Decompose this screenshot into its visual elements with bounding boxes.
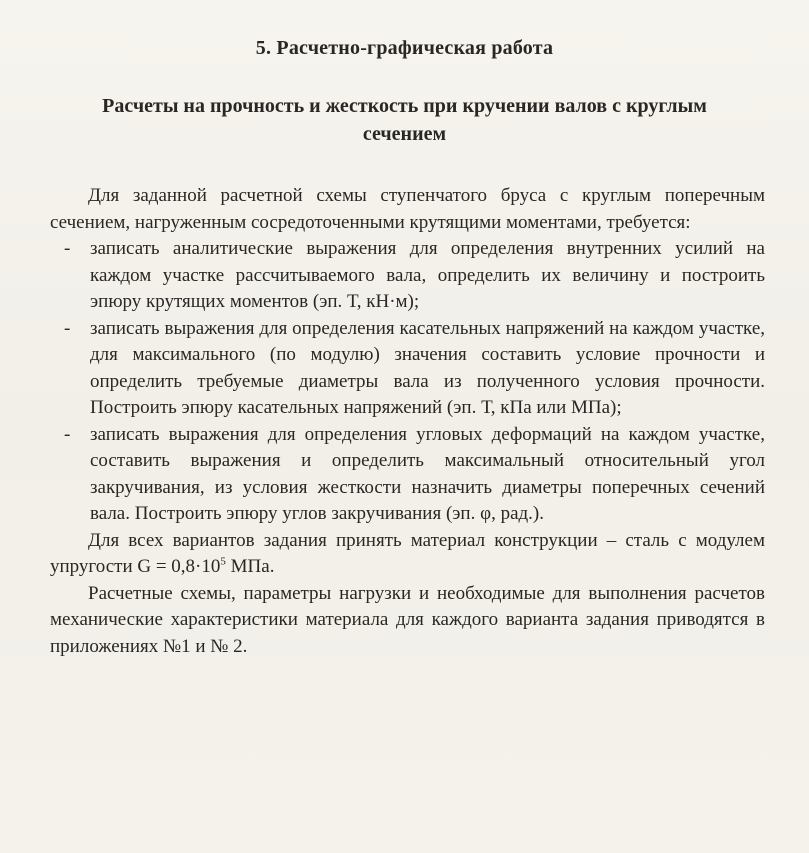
material-text: Для всех вариантов задания принять материал конструкции – сталь с модулем упругости G = 0,8·10: [50, 529, 765, 577]
material-paragraph: [50, 528, 765, 581]
body-text: [50, 183, 765, 660]
list-bullet: -: [64, 317, 71, 339]
intro-paragraph: Для заданной расчетной схемы ступенчатого бруса с круглым поперечным сечением, нагруженным сосредоточенными крутящими моментами, требуется:: [50, 185, 765, 233]
task-item: [50, 236, 765, 316]
task-text: записать выражения для определения касательных напряжений на каждом участке, для максимального (по модулю) значения составить условие прочности и определить требуемые диаметры вала из полученного условия прочности. Построить эпюру касательных напряжений (эп. Т, кПа или МПа);: [90, 317, 765, 418]
subtitle: Расчеты на прочность и жесткость при кручении валов с круглым сечением: [102, 95, 707, 145]
task-text: записать аналитические выражения для определения внутренних усилий на каждом участке рассчитываемого вала, определить их величину и построить эпюру крутящих моментов (эп. Т, кН·м);: [90, 238, 765, 312]
modulus-exponent: 5: [220, 555, 226, 568]
task-text: записать выражения для определения угловых деформаций на каждом участке, составить выражения и определить максимальный относительный угол закручивания, из условия жесткости назначить диаметры поперечных сечений вала. Построить эпюру углов закручивания (эп. φ, рад.).: [90, 423, 765, 524]
list-bullet: -: [64, 238, 71, 259]
list-bullet: -: [64, 423, 71, 445]
task-item: [50, 316, 765, 422]
material-unit: МПа.: [225, 556, 275, 577]
closing-paragraph: Расчетные схемы, параметры нагрузки и необходимые для выполнения расчетов механические характеристики материала для каждого варианта задания приводятся в приложениях №1 и № 2.: [50, 582, 765, 657]
task-item: [50, 422, 765, 528]
section-title: 5. Расчетно-графическая работа: [255, 37, 554, 59]
task-list: [50, 236, 765, 528]
